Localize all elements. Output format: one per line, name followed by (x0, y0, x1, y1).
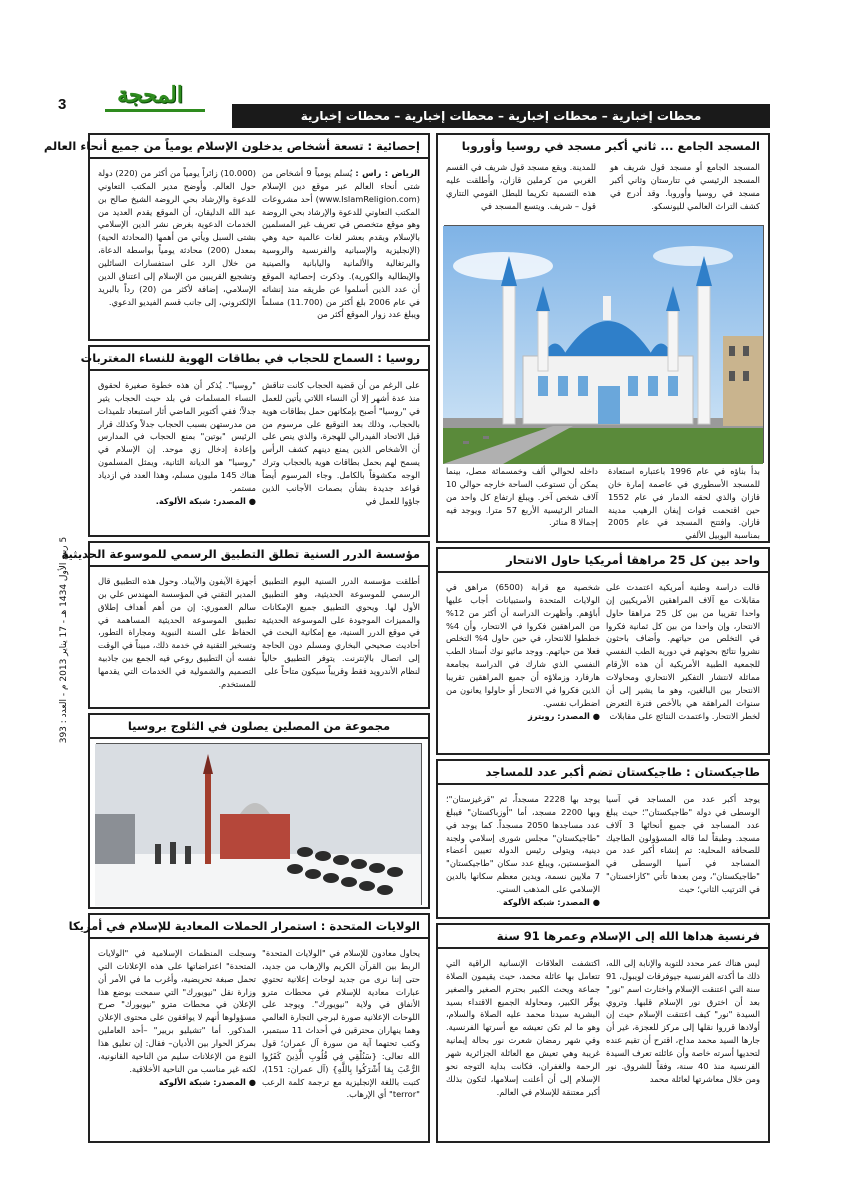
article-french (436, 923, 770, 1143)
article-tajik-body-left: يوجد بها 2228 مسجداً، ثم "قرغيزستان"؛ وبها 2200 مسجد، أما "أوزباكستان" فيبلغ عدد مساجدها 2050 مسجداً. كما يوجد في "طاجيكستان" مجلس شورى إسلامي ولجنة دينية، ويتولى رئيس الدولة تعيين أعضاء المؤسستين، ويبلغ عدد سكان "طاجيكستان" 7 ملايين نسمة، ويدين معظم سكانها بالدين الإسلامي على المذهب السني. (446, 794, 600, 895)
mosque-photo (444, 225, 764, 463)
article-converts (43, 133, 430, 341)
article-tajik-col-left (446, 793, 600, 915)
article-tajik-source: ● المصدر: شبكة الألوكة (502, 896, 600, 907)
article-tajik (436, 759, 770, 919)
kul-sharif-mosque-image (443, 226, 763, 464)
article-converts-col-left: (10.000) زائراً يومياً من أكثر من (220) دولة حول العالم. وأوضح مدير المكتب التعاوني للدعوة والإرشاد بحي الروضة الشيخ صالح بن عبد الله الدليقان، أن الموقع يقدم العديد من الخدمات الدعوية بغرض نشر الدين الإسلامي بشتى السبل ويأتي من أهمها (المحادثة الحية) بمعدل (200) محادثة يومياً بواسطة الدعاة، من خلال الرد على استفسارات السائلين وتشجيع القريبين من الإسلام إلى اعتناق الدين الإسلامي، إضافة لأكثر من (20) رداً بالبريد الإلكتروني، إلى جانب قسم الفيديو الدعوي. (98, 168, 256, 307)
article-russia-hijab-source: ● المصدر: شبكة الألوكة. (155, 495, 256, 506)
article-percent (436, 547, 770, 755)
article-usa-campaign-body-left: وسجلت المنظمات الإسلامية في "الولايات المتحدة" اعتراضاتها على هذه الإعلانات التي تحمل صبغة تحريضية، وأغرب ما في الأمر أن وزارة نقل "نيويورك" التي سمحت بوضع هذا الإعلان في محطات مترو "نيويورك" صرح مسؤولوها أنهم لا يوافقون على محتوى الإعلان المذكور. أما "تشيليو بريير" –أحد العاملين بمركز الحوار بين الأديان– فقال: إن تعليق هذا النوع من الإعلانات سليم من الناحية القانونية، لكنه غير مناسب من الناحية الأخلاقية. (98, 948, 256, 1074)
article-mosque-bottom-right: بدأ بناؤه في عام 1996 باعتباره استعادة للمسجد الأسطوري في عاصمة إمارة خان قازان والذي لحقه الدمار في عام 1552 حين اقتحمت قوات إيفان الرهيب مدينة قازان. وافتتح المسجد في عام 2005 بمناسبة اليوبيل الألفي (608, 466, 760, 541)
article-percent-title: واحد بين كل 25 مراهقا أمريكيا حاول الانتحار (438, 549, 768, 573)
article-snow (88, 713, 430, 909)
snow-prayer-image (95, 744, 421, 906)
article-usa-campaign-col-left (98, 947, 256, 1139)
article-russia-hijab-col-right: على الرغم من أن قضية الحجاب كانت تناقش منذ عدة أشهر إلا أن النساء اللاتي يأتين للعمل في "روسيا" أصبح بإمكانهن حمل بطاقات هوية بالحجاب، وذلك بعد التوقيع على مرسوم من قبل الاتحاد الفيدرالي للهجرة، والذي ينص على أن الأشخاص الذين يمنع دينهم كشف الرأس يسمح لهم بحمل بطاقات هوية بالحجاب وترك الوجه مكشوفاً بالكامل. وجاء المرسوم أيضاً قواعد جديدة بشأن بصمات الأجانب الذين جاؤوا للعمل في (262, 380, 420, 506)
article-mosque-bottom-left: داخله لحوالي ألف وخمسمائة مصل، بينما يمكن أن تستوعب الساحة خارجه حوالي 10 آلاف شخص آخر. ويبلغ ارتفاع كل واحد من المنائر الرئيسية الأربع 57 مترا. ويوجد فيه إجمالا 8 منائر. (446, 466, 599, 528)
article-usa-campaign-title: الولايات المتحدة : استمرار الحملات المعادية للإسلام في أمريكا (90, 915, 428, 939)
article-mosque-col-right: المسجد الجامع أو مسجد قول شريف هو المسجد الرئيسي في تتارستان وثاني أكبر مسجد في روسيا وأوروبا. وقد أدرج في كشف التراث العالمي لليونسكو. (610, 162, 760, 211)
article-mosque-col-left: للمدينة. ويقع مسجد قول شريف في القسم الغربي من كرملين قازان، وأطلقت عليه هذه التسمية تكريما للبطل القومي التتاري قول – شريف. ويتسع المسجد في (446, 162, 596, 211)
article-percent-col-left (446, 581, 600, 751)
snow-prayer-photo (96, 743, 422, 905)
article-percent-source: ● المصدر: رويترز (528, 710, 600, 721)
article-french-col-left: اكتشفت العلاقات الإنسانية الراقية التي تتعامل بها عائلة محمد، حيث يقيمون الصلاة جماعة ويحث الكبير بحترم الصغير والصغير يوقّر الكبير، ومحاولة الجميع الاقتداء بسيد البشرية سيدنا محمد عليه الصلاة والسلام، وهو ما لم تكن تعيشه مع أسرتها الفرنسية. وفي شهر رمضان شعرت نور بحالة إيمانية غريبة وهي تعيش مع العائلة الجزائرية شهر الرحمة والغفران، فكانت بداية التوجه نحو الإسلام إلى أن أعلنت إسلامها، لتكون بذلك أكبر معتنقة للإسلام في العالم. (446, 958, 600, 1097)
article-french-col-right: ليس هناك عمر محدد للتوبة والإنابة إلى الله، ذلك ما أكدته الفرنسية جيوفرقات لويبول، 91 سنة التي اعتنقت الإسلام واختارت اسم "نور" بعد أن اخترق نور الإسلام قلبها. وتروي السيدة "نور" كيف اعتنقت الإسلام حيث إن أولادها قرروا نقلها إلى مركز للعجزة، غير أن جارها السيد محمد مداح، اقترح أن تقيم عنده لتحديها أسرته خاصة وأن عائلته تعرف السيدة الفرنسية منذ 40 سنة، وفقاً للشروق. نور ومن خلال معاشرتها لعائلة محمد (606, 958, 760, 1084)
dateline-strip (54, 130, 74, 1150)
article-durar-col-right: أطلقت مؤسسة الدرر السنية اليوم التطبيق الرسمي للموسوعة الحديثية، وهو التطبيق الأول لها. ويحوي التطبيق جميع الإمكانات والمميزات الموجودة على الموسوعة الحديثية في موقع الدرر السنية، مع إمكانية البحث في أحاديث صحيحي البخاري ومسلم دون الحاجة إلى اتصال بالإنترنت. يتوفر التطبيق حالياً لنظام الأندرويد فقط وقريباً سيكون متاحاً على (262, 576, 420, 677)
article-usa-campaign-col-right: يحاول معادون للإسلام في "الولايات المتحدة" الربط بين القرآن الكريم والإرهاب من جديد، حتى إننا نرى من جديد لوحات إعلانية تحتوي عبارات معادية للإسلام في محطات مترو الأنفاق في ولاية "نيويورك". ويوجد على اللوحات الإعلانية صورة لبرجي التجارة العالمي وهما ينهاران محترقين في أحداث 11 سبتمبر، وكتب تحتهما آية من سورة آل عمران؛ قول الله تعالى: {سَنُلْقِي فِي قُلُوبِ الَّذِينَ كَفَرُوا الرُّعْبَ بِمَا أَشْرَكُوا بِاللَّهِ} (آل عمران: 151)، كتبت باللغة الإنجليزية مع ترجمة كلمة الرعب "terror" أي الإرهاب. (262, 948, 420, 1100)
article-percent-col-right: قالت دراسة وطنية أمريكية اعتمدت على مقابلات مع آلاف المراهقين الأمريكيين إن واحدا تقريبا من بين كل 25 مراهقا حاول الانتحار، وإن واحدا من بين كل ثمانية فكروا في التخلص من حياتهم. وأضاف باحثون نشروا نتائج بحوثهم في دورية الطب النفسي للجمعية الطبية الأمريكية أن هذه الأرقام مماثلة لانتشار التفكير الانتحاري ومحاولات الانتحار بين البالغين، وهو ما يشير إلى أن سنوات المراهقة هي بالأخص فترة التعرض لخطر الانتحار. واعتمدت النتائج على مقابلات (606, 582, 760, 721)
article-converts-body-right: يُسلم يومياً 9 أشخاص من شتى أنحاء العالم عبر موقع دين الإسلام (www.IslamReligion.com) أحد مشروعات المكتب التعاوني للدعوة والإرشاد بحي الروضة وهو موقع متخصص في تعريف غير المسلمين بالإسلام ويقدم بعشر لغات عالمية حية وهي (الإنجليزية والإسبانية والفرنسية والروسية والبرتغالية والألمانية واليابانية والصينية والإيطالية والكورية). وذكرت إحصائية الموقع أن عدد الذين أسلموا عن طريقه منذ إنشائه في عام 2006 بلغ أكثر من (11.700) مسلماً ويبلغ عدد زوار الموقع أكثر من (262, 168, 420, 320)
article-converts-dateline: الرياض : راس : (355, 168, 420, 178)
article-percent-body-left: شخصية مع قرابة (6500) مراهق في الولايات المتحدة واستبيانات أجاب عليها أباؤهم. وأظهرت الدراسة أن أكثر من 12% من المراهقين فكروا في الانتحار، وأن 4% خططوا للانتحار، في حين حاول 4% التخلص فعلا من حياتهم. ووجد ماثيو نوك أستاذ الطب النفسي الذي شارك في الدراسة بجامعة هارفارد وزملاؤه أن جميع المراهقين تقريبا الذين فكروا في الانتحار أو حاولوا يعانون من اضطراب نفسي. (446, 582, 600, 708)
article-snow-title: مجموعة من المصلين يصلون في الثلوج بروسيا (90, 715, 428, 739)
article-usa-campaign (68, 913, 430, 1143)
article-usa-campaign-source: ● المصدر: شبكة الألوكة (158, 1076, 256, 1087)
article-russia-hijab-title: روسيا : السماح للحجاب في بطاقات الهوية للنساء المغتربات (90, 347, 428, 371)
newspaper-logo: المحجة (117, 82, 183, 108)
section-banner: محطات إخبارية – محطات إخبارية – محطات إخبارية – محطات إخبارية (232, 104, 770, 128)
article-french-title: فرنسية هداها الله إلى الإسلام وعمرها 91 سنة (438, 925, 768, 949)
article-converts-title: إحصائية : تسعة أشخاص يدخلون الإسلام يومياً من جميع أنحاء العالم (90, 135, 428, 159)
article-tajik-col-right: يوجد أكبر عدد من المساجد في آسيا الوسطى في دولة "طاجيكستان"؛ حيث يبلغ عدد المساجد في جميع أنحائها 3 آلاف مسجد. وطبقاً لما قاله المسؤولون الطاجيك للصحافة المحلية: تم إنشاء أكبر عدد من المساجد في آسيا الوسطى في "طاجيكستان"، ومن بعدها تأتي "كازاخستان" في الترتيب الثاني؛ حيث (606, 794, 760, 895)
article-russia-hijab-col-left (98, 379, 256, 533)
article-converts-col-right (262, 167, 420, 337)
article-durar-col-left: أجهزة الآيفون والآيباد. وحول هذه التطبيق قال المدير التقني في المؤسسة المهندس علي بن سالم العموري: إن من أهم أهداف إطلاق تطبيق الموسوعة الحديثية المساهمة في الحفاظ على السنة النبوية ومجاراة التطور، وتسخير التقنية في خدمة ذلك، مبيناً في الوقت نفسه أن التطبيق روعي فيه الجمع بين جاذبية التصميم والشمولية في الخدمات التي يقدمها للمستخدم. (98, 576, 256, 689)
dateline: 5 ربيع الأول 1434 هـ - 17 يناير 2013 م - العدد : 393 (59, 536, 69, 744)
article-russia-hijab-body-left: "روسيا". يُذكر أن هذه خطوة صغيرة لحقوق النساء المسلمات في بلد حيث الحجاب يثير جدلاً؛ ففي أكتوبر الماضي أثار استبعاد تلميذات من مدرستهن بسبب الحجاب جدلاً وكذلك قرار الرئيس "بوتين" بمنع الحجاب في المدارس وإعادة إدخال زي موحد. إن الإسلام في "روسيا" هو الديانة الثانية، ويمثل المسلمون هناك 145 مليون مسلم، وهذا العدد في ازدياد مستمر. (98, 380, 256, 493)
logo-underline (105, 109, 205, 112)
article-tajik-title: طاجيكستان : طاجيكستان تضم أكبر عدد للمساجد (438, 761, 768, 785)
article-durar-title: مؤسسة الدرر السنية تطلق التطبيق الرسمي للموسوعة الحديثية (90, 543, 428, 567)
article-mosque-title: المسجد الجامع ... ثاني أكبر مسجد في روسيا وأوروبا (461, 139, 760, 153)
page-number: 3 (58, 96, 67, 113)
article-russia-hijab (80, 345, 430, 537)
article-mosque (436, 133, 770, 543)
